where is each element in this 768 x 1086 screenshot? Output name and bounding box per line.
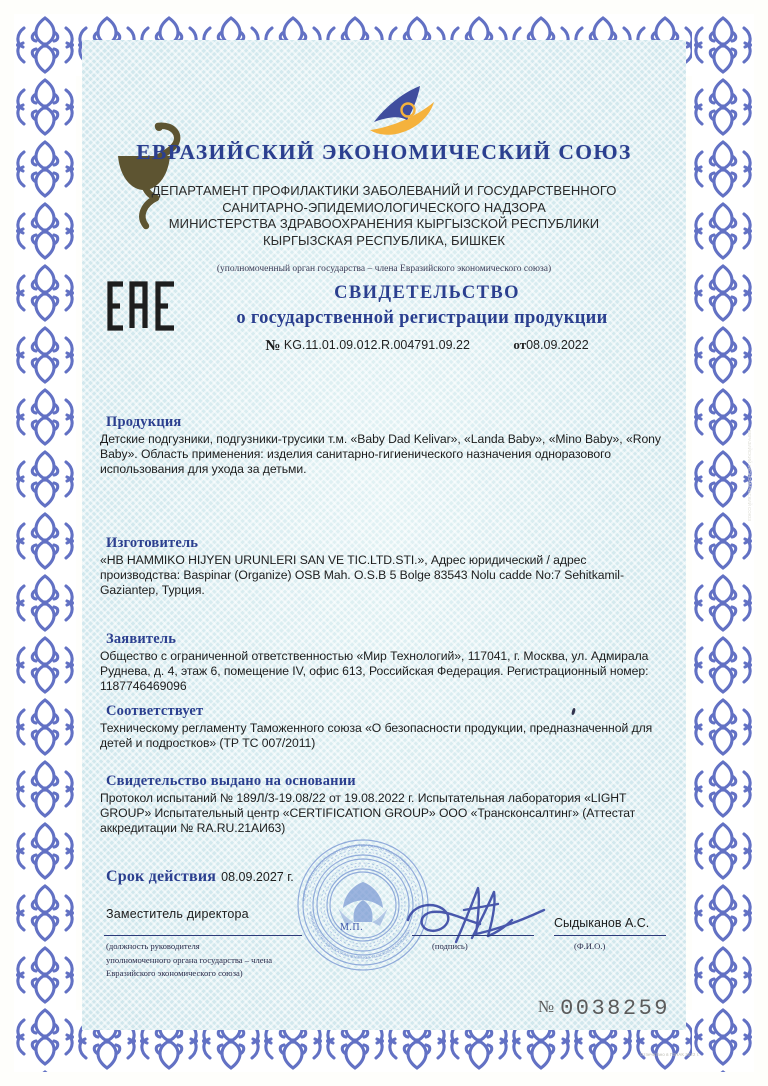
- number-symbol: №: [265, 338, 281, 354]
- serial-number-symbol: №: [537, 997, 555, 1016]
- svg-text:МИНИСТЕРСТВО ЗДРАВООХРАНЕНИЯ К: МИНИСТЕРСТВО ЗДРАВООХРАНЕНИЯ КЫРГЫЗСКОЙ РЕСПУБЛИКИ: [308, 911, 412, 961]
- position-caption-line-3: Евразийского экономического союза): [106, 968, 243, 978]
- department-line-2: САНИТАРНО-ЭПИДЕМИОЛОГИЧЕСКОГО НАДЗОРА: [222, 199, 546, 215]
- handwritten-signature: [402, 880, 552, 950]
- certificate-title-line2: о государственной регистрации продукции: [236, 308, 608, 328]
- position-caption-line-2: уполномоченного органа государства – члена: [106, 954, 273, 965]
- section-product-body: Детские подгузники, подгузники-трусики т.м. «Baby Dad Kelivar», «Landa Baby», «Mino Baby», «Rony Baby». Область применения: изделия санитарно-гигиенического назначения одноразового использования для ухода за детьми.: [100, 432, 661, 477]
- section-basis-heading: Свидетельство выдано на основании: [106, 773, 356, 789]
- serial-number: [442, 996, 670, 1021]
- department-block: [96, 183, 672, 249]
- position-caption-line-1: (должность руководителя: [106, 941, 200, 951]
- validity-block: [106, 868, 294, 886]
- fio-caption: (Ф.И.О.): [574, 941, 606, 951]
- seal-caption: М.П.: [340, 922, 364, 933]
- ornament-border-right: [692, 14, 754, 1072]
- section-basis-body: Протокол испытаний № 189Л/3-19.08/22 от 19.08.2022 г. Испытательная лаборатория «LIGHT GROUP» Испытательный центр «CERTIFICATION GROUP» ООО «Трансконсалтинг» (Аттестат аккредитации № RA.RU.21АИ63): [100, 791, 636, 836]
- authority-note: (уполномоченный орган государства – члена Евразийского экономического союза): [216, 264, 552, 274]
- department-line-4: КЫРГЫЗСКАЯ РЕСПУБЛИКА, БИШКЕК: [263, 232, 505, 248]
- serial-number-value: 0038259: [560, 996, 670, 1021]
- signatory-position: Заместитель директора: [106, 907, 249, 921]
- position-rule: [104, 935, 302, 936]
- certificate-title-line1: СВИДЕТЕЛЬСТВО: [334, 283, 520, 303]
- signature-rule: [412, 935, 534, 936]
- certificate-panel: [82, 40, 686, 1030]
- date-prefix: от: [513, 337, 527, 352]
- section-product: [100, 414, 668, 478]
- validity-value: 08.09.2027 г.: [221, 870, 294, 884]
- certificate-number: KG.11.01.09.012.R.004791.09.22: [283, 338, 470, 352]
- section-manufacturer-body: «НВ HAMMIKO HIJYEN URUNLERI SAN VE TIC.LTD.STI.», Адрес юридический / адрес производства: Baspinar (Organize) OSB Mah. O.S.B 5 Bolge 83543 Nolu cadde No:7 Sehitkamil-Gaziantep, Турция.: [100, 553, 624, 598]
- section-product-heading: Продукция: [106, 414, 182, 430]
- section-applicant: [100, 631, 668, 695]
- position-caption: [106, 940, 316, 981]
- svg-text:КЫРГЫЗ РЕСПУБЛИКАСЫНЫН САЛАМАТ: КЫРГЫЗ РЕСПУБЛИКАСЫНЫН САЛАМАТТЫК САКТОО МИНИСТРЛИГИ: [301, 842, 413, 902]
- section-basis: [100, 773, 668, 837]
- fio-rule: [554, 935, 666, 936]
- certificate-number-line: [172, 337, 682, 355]
- department-line-1: ДЕПАРТАМЕНТ ПРОФИЛАКТИКИ ЗАБОЛЕВАНИЙ И ГОСУДАРСТВЕННОГО: [151, 183, 617, 198]
- printer-microtext: Отпечатано в ГЗНАК 2022 г.: [640, 1052, 700, 1057]
- section-conformity-heading: Соответствует: [106, 703, 204, 719]
- side-microtext: ЕВРАЗИЙСКИЙ ЭКОНОМИЧЕСКИЙ СОЮЗ: [747, 430, 752, 521]
- section-applicant-body: Общество с ограниченной ответственностью «Мир Технологий», 117041, г. Москва, ул. Адмирала Руднева, д. 4, этаж 6, помещение IV, офис 613, Российская Федерация. Регистрационный номер: 1187746469096: [100, 649, 649, 694]
- department-line-3: МИНИСТЕРСТВА ЗДРАВООХРАНЕНИЯ КЫРГЫЗСКОЙ РЕСПУБЛИКИ: [168, 216, 600, 231]
- section-manufacturer-heading: Изготовитель: [106, 535, 199, 551]
- certificate-date: 08.09.2022: [526, 338, 589, 352]
- ornament-border-left: [14, 14, 76, 1072]
- section-applicant-heading: Заявитель: [106, 631, 177, 647]
- signatory-name: Сыдыканов А.С.: [554, 916, 650, 930]
- section-conformity: [100, 703, 668, 751]
- section-conformity-body: Техническому регламенту Таможенного союза «О безопасности продукции, предназначенной для детей и подростков» (ТР ТС 007/2011): [100, 721, 653, 751]
- eaeu-bird-logo: [360, 82, 450, 138]
- validity-label: Срок действия: [106, 868, 217, 885]
- eac-mark-icon: [106, 280, 182, 332]
- organization-title: ЕВРАЗИЙСКИЙ ЭКОНОМИЧЕСКИЙ СОЮЗ: [136, 140, 632, 164]
- signature-caption: (подпись): [432, 941, 468, 951]
- section-manufacturer: [100, 535, 668, 599]
